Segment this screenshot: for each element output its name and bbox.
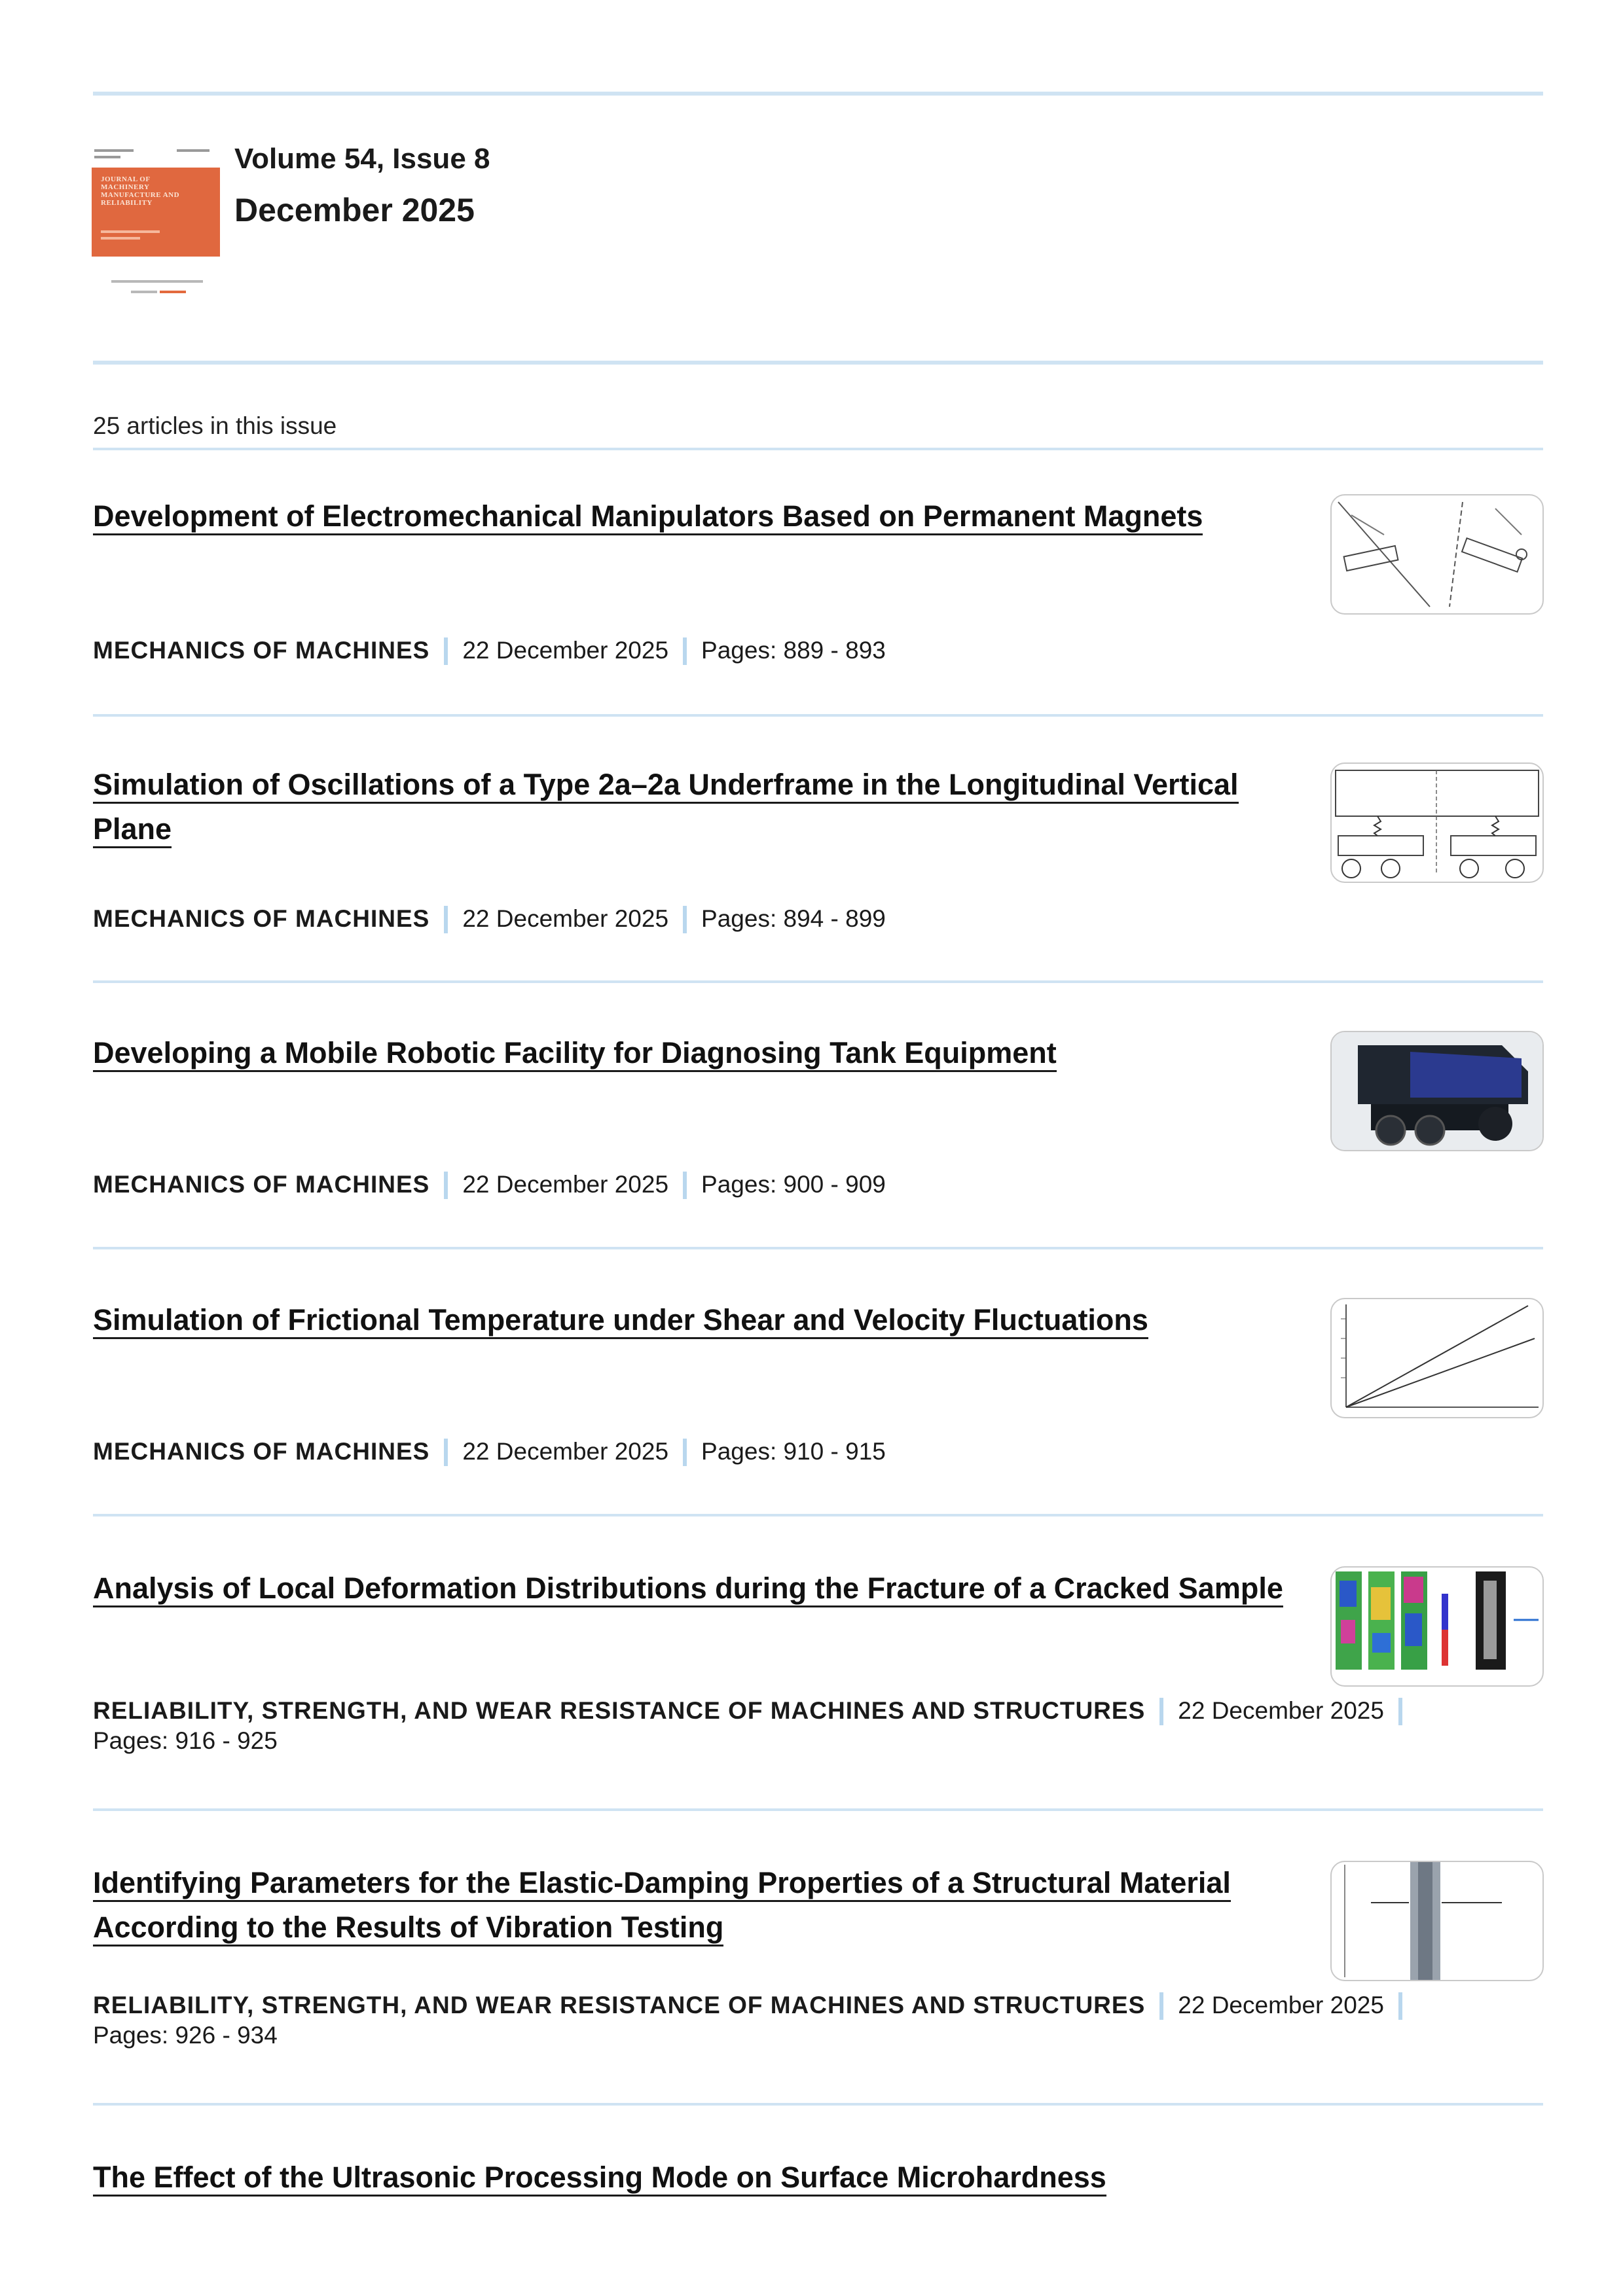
article-date: 22 December 2025 [1178, 1992, 1384, 2018]
article-meta [93, 1438, 886, 1466]
list-divider [93, 448, 1543, 450]
header-divider [93, 361, 1543, 365]
article-pages: Pages: 894 - 899 [701, 905, 886, 932]
article-title-link[interactable]: The Effect of the Ultrasonic Processing Mode on Surface Microhardness [93, 2155, 1285, 2200]
article-title-link[interactable]: Analysis of Local Deformation Distributions during the Fracture of a Cracked Sample [93, 1566, 1285, 1611]
article-date: 22 December 2025 [1178, 1697, 1384, 1724]
article-title-link[interactable]: Simulation of Oscillations of a Type 2a–2a Underframe in the Longitudinal Vertical Plane [93, 762, 1285, 852]
article-count: 25 articles in this issue [93, 412, 337, 439]
article-thumbnail[interactable] [1330, 1298, 1544, 1418]
journal-cover-image[interactable] [92, 143, 220, 310]
article-divider [93, 714, 1543, 717]
publisher-logo [111, 274, 203, 306]
article-pages: Pages: 910 - 915 [701, 1438, 886, 1465]
article-section[interactable]: RELIABILITY, STRENGTH, AND WEAR RESISTANCE OF MACHINES AND STRUCTURES [93, 1697, 1146, 1724]
article-pages: Pages: 900 - 909 [701, 1171, 886, 1198]
article-date: 22 December 2025 [462, 637, 669, 664]
article-section[interactable]: MECHANICS OF MACHINES [93, 905, 430, 932]
article-meta [93, 1697, 1417, 1725]
article-thumbnail[interactable] [1330, 494, 1544, 615]
issue-volume: Volume 54, Issue 8 [234, 143, 490, 175]
article-pages: Pages: 889 - 893 [701, 637, 886, 664]
article-section[interactable]: MECHANICS OF MACHINES [93, 637, 430, 664]
article-divider [93, 1808, 1543, 1811]
article-section[interactable]: MECHANICS OF MACHINES [93, 1171, 430, 1198]
article-meta [93, 905, 886, 933]
cover-title: JOURNAL OF MACHINERY MANUFACTURE AND RELIABILITY [101, 175, 180, 207]
article-pages: Pages: 926 - 934 [93, 2022, 278, 2049]
article-title-link[interactable]: Simulation of Frictional Temperature under Shear and Velocity Fluctuations [93, 1298, 1285, 1342]
issue-date: December 2025 [234, 192, 475, 228]
article-title-link[interactable]: Developing a Mobile Robotic Facility for Diagnosing Tank Equipment [93, 1031, 1285, 1075]
article-pages: Pages: 916 - 925 [93, 1727, 278, 1754]
article-meta [93, 1171, 886, 1199]
article-section[interactable]: MECHANICS OF MACHINES [93, 1438, 430, 1465]
article-meta [93, 637, 886, 665]
article-title-link[interactable]: Development of Electromechanical Manipulators Based on Permanent Magnets [93, 494, 1285, 539]
article-date: 22 December 2025 [462, 905, 669, 932]
article-divider [93, 1514, 1543, 1516]
article-title-link[interactable]: Identifying Parameters for the Elastic-Damping Properties of a Structural Material According to the Results of Vibration Testing [93, 1861, 1285, 1950]
article-thumbnail[interactable] [1330, 762, 1544, 883]
article-meta [93, 1992, 1417, 2020]
article-divider [93, 1247, 1543, 1249]
article-thumbnail[interactable] [1330, 1031, 1544, 1151]
article-divider [93, 980, 1543, 983]
article-date: 22 December 2025 [462, 1438, 669, 1465]
article-section[interactable]: RELIABILITY, STRENGTH, AND WEAR RESISTANCE OF MACHINES AND STRUCTURES [93, 1992, 1146, 2018]
article-date: 22 December 2025 [462, 1171, 669, 1198]
top-divider [93, 92, 1543, 96]
article-thumbnail[interactable] [1330, 1566, 1544, 1687]
article-divider [93, 2103, 1543, 2106]
article-thumbnail[interactable] [1330, 1861, 1544, 1981]
